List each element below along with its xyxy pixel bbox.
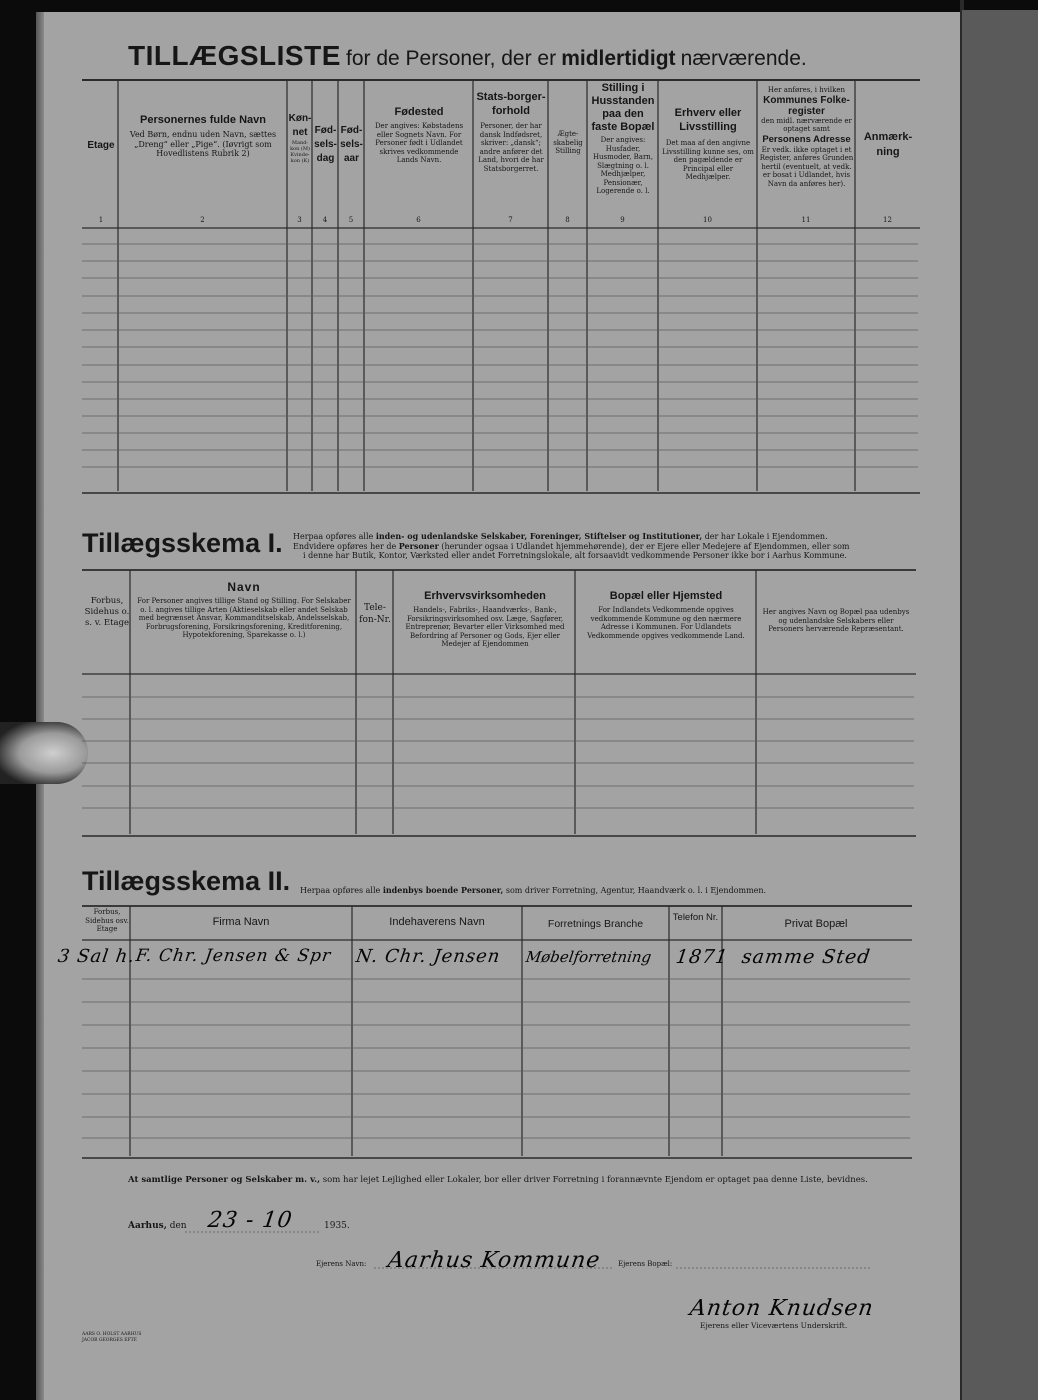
s1-hdr-bopael-note: For Indlandets Vedkommende opgives vedkommende Kommune og den nærmere Adresse i Kommunen. For Udlandets Vedkommende opgives vedkommende Land. [587,606,745,640]
title-rest2: nærværende. [680,47,807,70]
footer-declaration [128,1176,914,1186]
s2-hdr-bopael: Privat Bopæl [784,918,848,930]
col-num-6: 6 [416,216,421,224]
col-num-7: 7 [508,216,513,224]
s1-hdr-navn [134,580,354,640]
s2-row-branche: Møbelforretning [524,948,653,966]
hdr-folkereg-sub: den midl. nærværende er optaget samt [761,116,852,133]
col-num-11: 11 [801,216,811,224]
footer-declaration-a: At samtlige Personer og Selskaber m. v., [128,1175,321,1185]
skema1-intro [293,532,919,561]
s2-hdr-branche: Forretnings Branche [547,918,644,930]
skema1-intro2c: (herunder ogsaa i Udlandet hjemmehørende), der er Ejere eller Medejere af Ejendommen, eller som [441,541,850,551]
footer-den: den [169,1221,187,1231]
s1-hdr-erhverv-title: Erhvervsvirksomheden [424,590,546,602]
footer-year: 1935. [324,1221,350,1231]
col-num-12: 12 [883,216,892,224]
col-num-8: 8 [565,216,570,224]
s1-hdr-erhverv-note: Handels-, Fabriks-, Haandværks-, Bank-, Forsikringsvirksomhed osv. Læge, Sagfører, Entreprenør, Bevarter eller Virksomhed med Befordring af Personer og Gods, Ejer eller Medejer af Ejendommen [405,606,565,648]
s1-hdr-repraesentant: Her angives Navn og Bopæl paa udenbys og udenlandske Selskabers eller Personers herværende Repræsentant. [762,608,910,633]
col-num-10: 10 [703,216,712,224]
footer-declaration-b: som har lejet Lejlighed eller Lokaler, bor eller driver Forretning i forannævnte Ejendom er optaget paa denne Liste, bevidnes. [322,1175,868,1185]
s1-hdr-bopael [578,590,754,640]
skema2-title: Tillægsskema II. [82,866,291,896]
title-rest1: for de Personer, der er [345,47,557,70]
hdr-erhverv-title: Erhverv eller Livsstilling [674,107,742,133]
hdr-folkereg-title2: Personens Adresse [762,133,851,145]
col-num-3: 3 [297,216,302,224]
skema1-intro2a: Endvidere opføres her de [293,541,397,551]
hdr-folkereg-note: Er vedk. ikke optaget i et Register, anføres Grunden hertil (eventuelt, at vedk. er bosat i Udlandet, hvis Navn da anføres her). [759,145,854,188]
s2-hdr-telefon: Telefon Nr. [672,912,719,923]
hdr-folkeregister [759,86,854,188]
s1-hdr-telefon: Tele-fon-Nr. [359,603,391,625]
s2-row-firma: F. Chr. Jensen & Spr [134,946,333,966]
skema2-intro-c: som driver Forretning, Agentur, Haandværk o. l. i Ejendommen. [505,886,767,895]
hdr-anmaerkning: Anmærk-ning [863,131,913,158]
skema2-intro-a: Herpaa opføres alle [300,886,381,895]
s2-row-etage: 3 Sal h. [56,946,137,967]
hdr-konnet [288,112,312,164]
col-num-1: 1 [98,216,104,224]
skema2-intro-b: indenbys boende Personer, [382,885,504,895]
footer-printer: AARS O. HOLST AARHUS JACOB GEORGES EFTF. [82,1332,142,1343]
hdr-stilling [589,82,657,196]
footer-city-line [128,1222,187,1232]
s2-hdr-etage: Forbus, Sidehus osv. Etage [85,908,129,933]
hdr-stilling-title: Stilling i Husstanden paa den faste Bopæl [591,82,655,133]
hdr-erhverv [662,106,754,182]
hdr-erhverv-note: Det maa af den angivne Livsstilling kunne ses, om den pagældende er Principal eller Medhjælper. [662,139,754,181]
skema1-intro1a: Herpaa opføres alle [293,532,374,541]
hdr-navn-note: Ved Børn, endnu uden Navn, sættes „Dreng“ eller „Pige“. (Iøvrigt som Hovedlistens Rubrik 2) [129,130,277,158]
s2-row-indehaver: N. Chr. Jensen [354,946,502,967]
s2-row-bopael: samme Sted [740,946,872,968]
footer-owner-label: Ejerens Navn: [316,1260,367,1268]
title-bold: midlertidigt [561,47,676,70]
s2-row-telefon: 1871 [674,946,730,968]
footer-city: Aarhus, [128,1221,167,1231]
hdr-konnet-title: Køn-net [288,113,312,138]
skema1-intro1c: der har Lokale i Ejendommen. [704,532,828,541]
hdr-statsborger-note: Personer, der har dansk Indfødsret, skriver: „dansk“; andre anfører det Land, hvori de har Statsborgerret. [478,122,544,173]
footer-owner-addr-label: Ejerens Bopæl: [618,1260,673,1268]
skema1-intro2b: Personer [398,540,439,551]
hdr-aegteskab: Ægte-skabelig Stilling [553,130,583,155]
hdr-fodested [368,106,470,165]
hdr-folkereg-notetop: Her anføres, i hvilken [767,86,846,94]
hdr-navn [120,114,286,159]
col-num-2: 2 [200,216,205,224]
s1-hdr-erhverv [396,590,574,649]
hdr-navn-title: Personernes fulde Navn [140,114,266,126]
col-num-9: 9 [620,216,625,224]
title-main: TILLÆGSLISTE [128,40,341,71]
footer-signature-label: Ejerens eller Viceværtens Underskrift. [700,1321,848,1330]
s1-hdr-bopael-title: Bopæl eller Hjemsted [609,590,723,602]
col-num-5: 5 [348,216,354,224]
col-num-4: 4 [322,216,328,224]
s1-hdr-navn-title: Navn [227,580,261,594]
skema1-intro3: i denne har Butik, Kontor, Værksted eller andet Forretningslokale, alt forsaavidt vedkommende Personer ikke bor i Aarhus Kommune. [303,551,847,560]
footer-date: 23 - 10 [206,1208,295,1233]
s1-hdr-etage: Forbus, Sidehus o. s. v. Etage [84,596,130,628]
s1-hdr-navn-note: For Personer angives tillige Stand og Stilling. For Selskaber o. l. angives tillige Arten (Aktieselskab eller andet Selskab med begrænset Ansvar, Kommanditselskab, Andelsselskab, Forbrugsforening, Forsikringsforening, Kreditforening, Hypotekforening, Sparekasse o. l.) [137,597,351,639]
hdr-konnet-note: Mand-kon (M) Kvinde-kon (K) [290,140,310,164]
skema2-intro [300,886,920,896]
hdr-fodested-note: Der angives: Købstadens eller Sognets Navn. For Personer født i Udlandet skrives vedkommende Lands Navn. [374,122,464,164]
hdr-fodselsdag: Fød-sels-dag [314,125,337,164]
hdr-fodested-title: Fødested [394,106,444,118]
s2-hdr-indehaver: Indehaverens Navn [389,916,485,928]
skema1-intro1b: inden- og udenlandske Selskaber, Foreninger, Stiftelser og Institutioner, [375,531,703,541]
hdr-statsborger-title: Stats-borger-forhold [476,91,546,117]
hdr-statsborger [476,90,546,173]
hdr-folkereg-title: Kommunes Folke-register [763,94,850,117]
hdr-fodselsaar: Fød-sels-aar [340,125,363,164]
skema1-title: Tillægsskema I. [82,528,283,558]
hdr-etage: Etage [87,140,115,151]
footer-signature: Anton Knudsen [688,1296,876,1321]
s2-hdr-firma: Firma Navn [212,916,270,928]
hdr-stilling-note: Der angives: Husfader, Husmoder, Barn, Slægtning o. l. Medhjælper, Pensionær, Logerende o. l. [592,136,654,195]
footer-owner-name: Aarhus Kommune [386,1248,603,1273]
